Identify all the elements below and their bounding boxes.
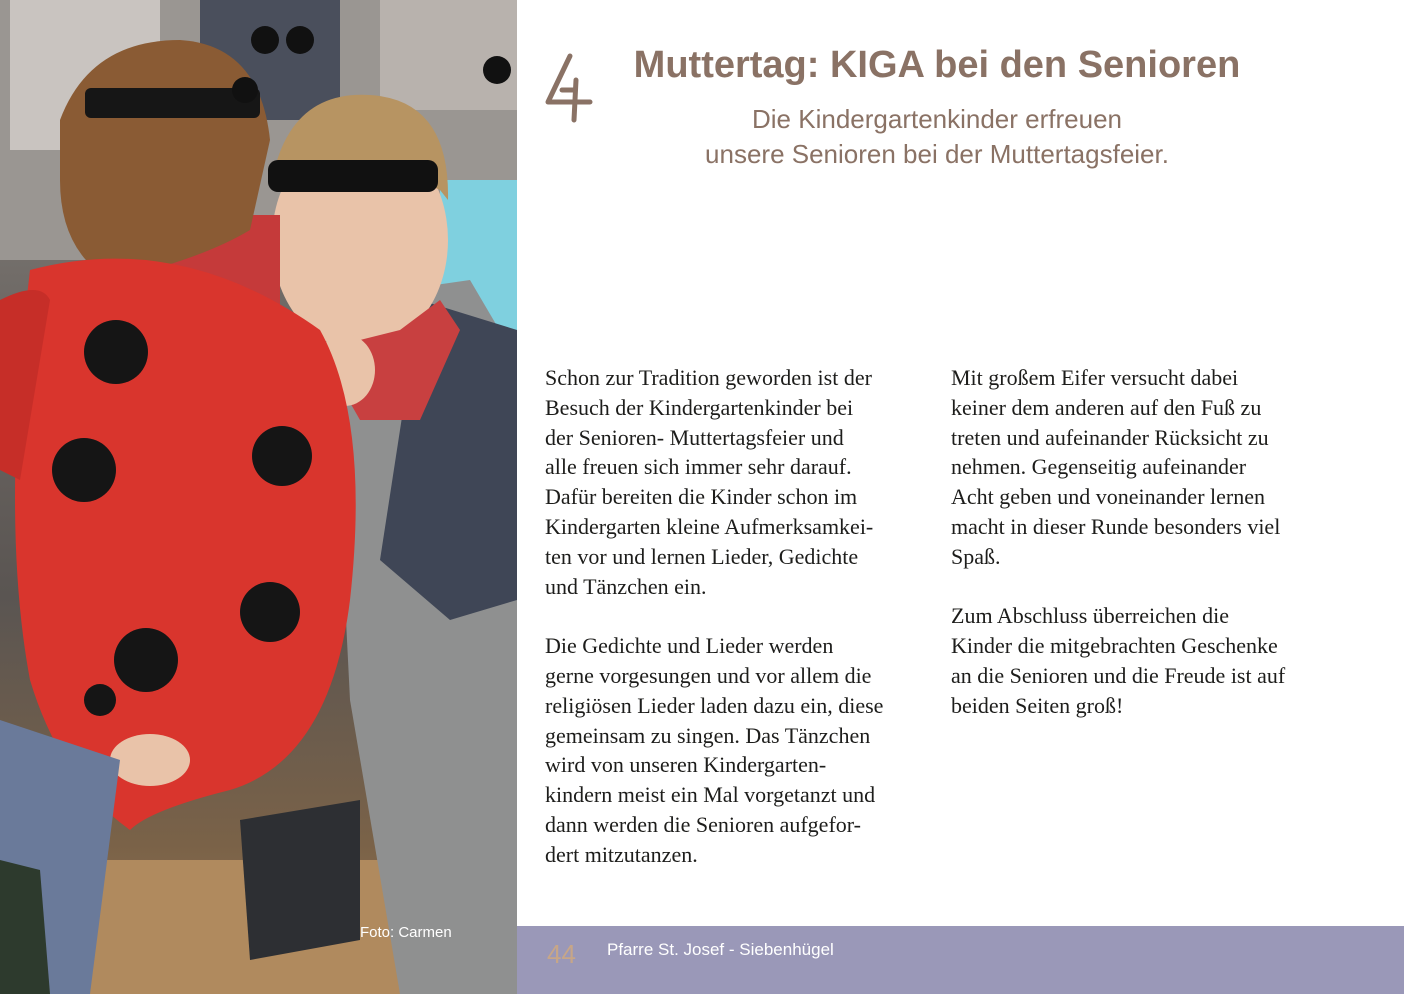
text-line: Dafür bereiten die Kinder schon im [545, 484, 858, 510]
photo-credit: Foto: Carmen [360, 924, 452, 941]
paragraph [951, 601, 1331, 720]
text-line: gemeinsam zu singen. Das Tänzchen [545, 722, 871, 748]
chapter-number-glyph [540, 50, 600, 125]
subtitle-line: Die Kindergartenkinder erfreuen [752, 104, 1122, 134]
text-line: an die Senioren und die Freude ist auf [951, 662, 1286, 688]
page-footer [517, 926, 1404, 994]
text-line: religiösen Lieder laden dazu ein, diese [545, 692, 884, 718]
text-line: Spaß. [951, 543, 1001, 569]
text-line: dann werden die Senioren aufgefor- [545, 811, 861, 837]
text-line: Zum Abschluss überreichen die [951, 603, 1229, 629]
text-line: dert mitzutanzen. [545, 841, 698, 867]
page-subtitle [600, 102, 1274, 172]
footer-publication-name: Pfarre St. Josef - Siebenhügel [607, 940, 834, 959]
subtitle-line: unsere Senioren bei der Muttertagsfeier. [705, 139, 1169, 169]
text-line: treten und aufeinander Rücksicht zu [951, 424, 1269, 450]
chapter-number [540, 50, 600, 125]
text-line: wird von unseren Kindergarten- [545, 752, 827, 778]
text-line: Schon zur Tradition geworden ist der [545, 365, 872, 390]
page-title: Muttertag: KIGA bei den Senioren [633, 44, 1241, 86]
text-line: macht in dieser Runde besonders viel [951, 513, 1281, 539]
text-line: Besuch der Kindergartenkinder bei [545, 394, 854, 420]
text-line: gerne vorgesungen und vor allem die [545, 662, 872, 688]
paragraph [545, 631, 925, 869]
text-line: Die Gedichte und Lieder werden [545, 633, 834, 659]
text-line: der Senioren- Muttertagsfeier und [545, 424, 844, 450]
photo-illustration [0, 0, 517, 994]
article-photo [0, 0, 517, 994]
paragraph [545, 363, 925, 601]
text-column-right [951, 363, 1331, 750]
text-line: Mit großem Eifer versucht dabei [951, 365, 1239, 390]
text-column-left [545, 363, 925, 899]
text-line: kindern meist ein Mal vorgetanzt und [545, 782, 876, 808]
text-line: alle freuen sich immer sehr darauf. [545, 454, 852, 480]
text-line: beiden Seiten groß! [951, 692, 1124, 718]
text-line: und Tänzchen ein. [545, 573, 707, 599]
text-line: keiner dem anderen auf den Fuß zu [951, 394, 1262, 420]
page-number: 44 [547, 939, 576, 969]
text-line: nehmen. Gegenseitig aufeinander [951, 454, 1247, 480]
text-line: Kindergarten kleine Aufmerksamkei- [545, 513, 874, 539]
text-line: Kinder die mitgebrachten Geschenke [951, 633, 1278, 659]
paragraph [951, 363, 1331, 572]
text-line: Acht geben und voneinander lernen [951, 484, 1265, 510]
text-line: ten vor und lernen Lieder, Gedichte [545, 543, 859, 569]
